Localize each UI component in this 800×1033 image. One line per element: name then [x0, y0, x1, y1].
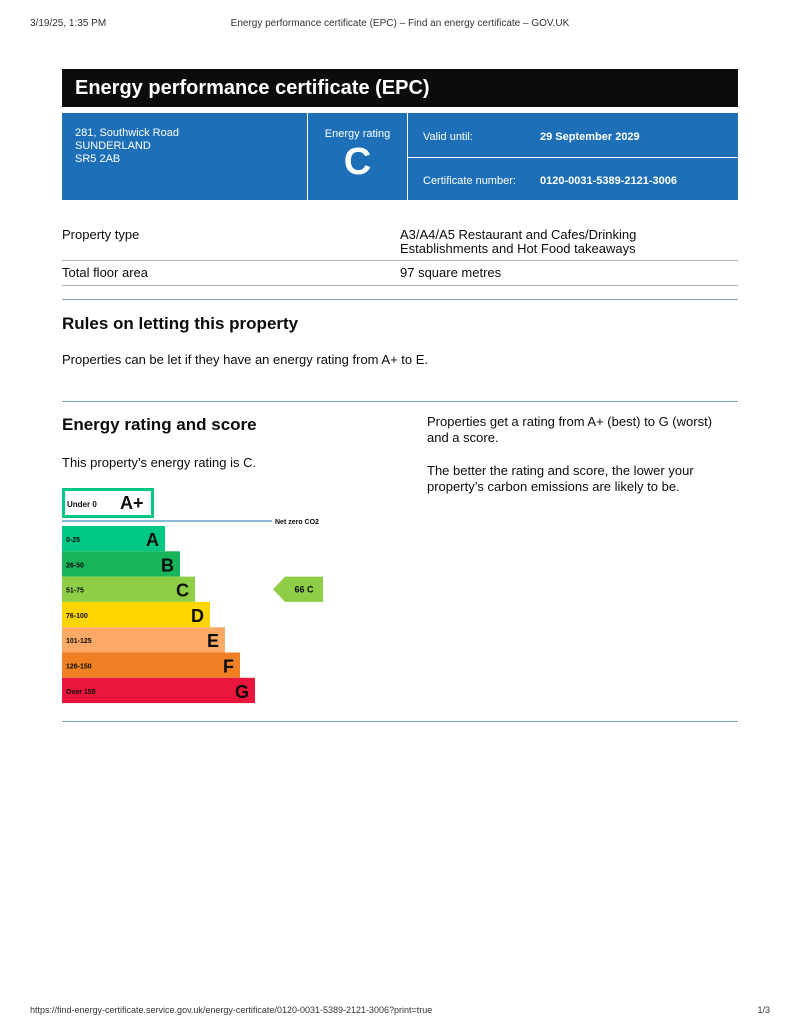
property-type-label: Property type [62, 227, 140, 242]
print-page-title: Energy performance certificate (EPC) – Find an energy certificate – GOV.UK [230, 18, 570, 29]
energy-rating-chart [62, 488, 332, 706]
energy-explainer-2-line-2: property’s carbon emissions are likely to be. [427, 479, 680, 494]
address-line-1: 281, Southwick Road [75, 127, 179, 139]
band-letter: G [234, 681, 249, 702]
band-range-label: 0-25 [66, 537, 81, 544]
energy-explainer-1-line-2: and a score. [427, 430, 499, 445]
energy-rating-letter: C [343, 141, 372, 183]
band-range-label: Over 150 [66, 688, 96, 696]
property-type-value [400, 228, 730, 256]
property-type-row [62, 228, 738, 258]
floor-area-label: Total floor area [62, 265, 148, 280]
band-letter: A+ [120, 493, 144, 513]
energy-heading: Energy rating and score [62, 415, 257, 434]
energy-explainer-1-line-1: Properties get a rating from A+ (best) to G (worst) [427, 414, 713, 429]
band-letter: C [176, 580, 189, 601]
current-rating-label: 66 C [294, 584, 314, 595]
address-line-3: SR5 2AB [75, 153, 121, 165]
certificate-number-label: Certificate number: [423, 175, 516, 187]
section-divider [62, 721, 738, 722]
address-line-2: SUNDERLAND [75, 140, 151, 152]
property-type-value-line-2: Establishments and Hot Food takeaways [400, 241, 636, 256]
energy-explainer-2 [427, 463, 694, 495]
band-letter: A [146, 530, 159, 550]
band-range-label: Under 0 [67, 500, 97, 509]
band-range-label: 126-150 [66, 663, 92, 671]
net-zero-label: Net zero CO2 [275, 519, 319, 526]
divider [62, 260, 738, 261]
certificate-number-value: 0120-0031-5389-2121-3006 [540, 175, 678, 187]
energy-explainer-2-line-1: The better the rating and score, the lower your [427, 463, 694, 478]
valid-until-label: Valid until: [423, 131, 473, 143]
print-date: 3/19/25, 1:35 PM [30, 18, 107, 29]
band-range-label: 76-100 [66, 612, 88, 620]
valid-until-value: 29 September 2029 [540, 131, 640, 143]
band-letter: F [223, 656, 234, 677]
energy-rating-text: This property’s energy rating is C. [62, 455, 257, 470]
energy-explainer-1 [427, 414, 712, 446]
band-range-label: 26-50 [66, 562, 84, 570]
page-title: Energy performance certificate (EPC) [62, 69, 738, 107]
rules-heading: Rules on letting this property [62, 314, 299, 333]
divider [62, 285, 738, 286]
floor-area-value: 97 square metres [400, 265, 502, 280]
property-type-value-line-1: A3/A4/A5 Restaurant and Cafes/Drinking [400, 227, 637, 242]
certificate-number-box [408, 158, 738, 200]
band-letter: D [191, 605, 204, 626]
print-url: https://find-energy-certificate.service.gov.uk/energy-certificate/0120-0031-5389-2121-3006?print=true [30, 1005, 433, 1015]
energy-rating-label: Energy rating [324, 128, 391, 140]
section-divider [62, 299, 738, 300]
band-letter: E [206, 631, 219, 652]
band-range-label: 51-75 [66, 587, 84, 595]
band-range-label: 101-125 [66, 638, 92, 646]
section-divider [62, 401, 738, 402]
floor-area-row [62, 266, 738, 282]
band-letter: B [161, 555, 174, 576]
valid-until-box [408, 113, 738, 157]
rules-text: Properties can be let if they have an energy rating from A+ to E. [62, 352, 429, 367]
address-block [62, 113, 307, 200]
print-page-number: 1/3 [757, 1005, 770, 1015]
energy-rating-box [308, 113, 407, 200]
